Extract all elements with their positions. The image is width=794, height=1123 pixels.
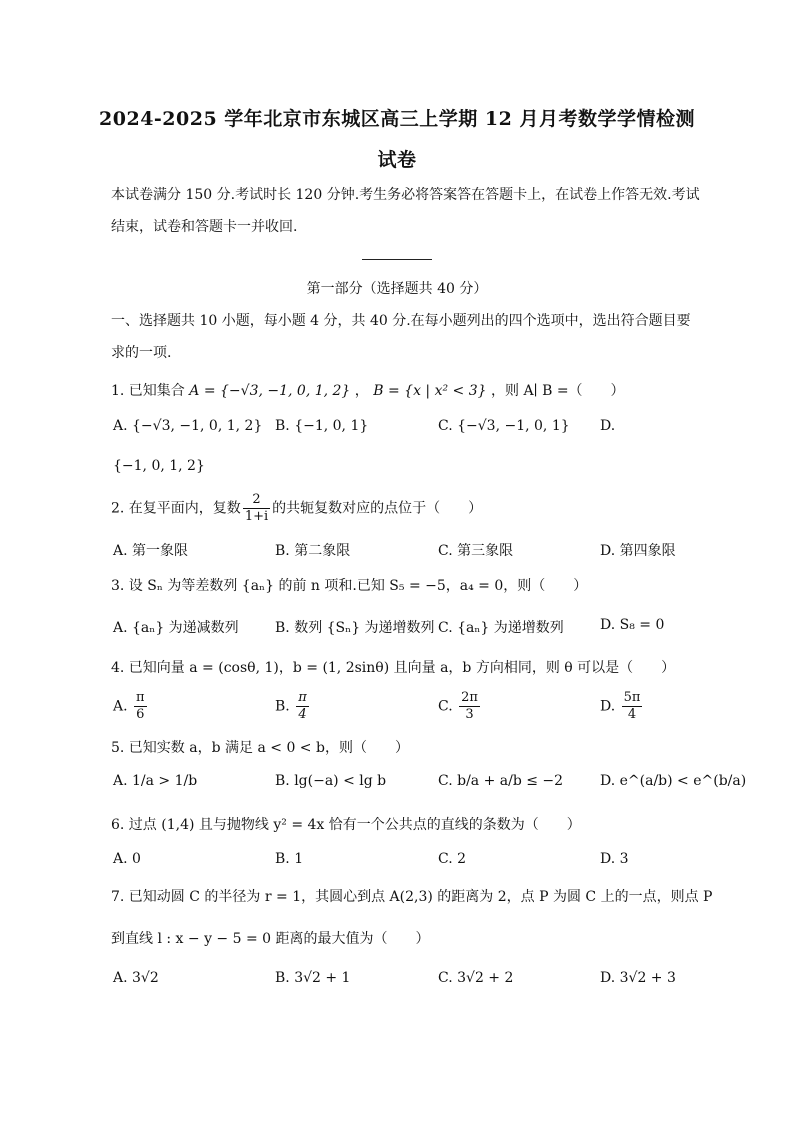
q4-option-d-label: D. (600, 698, 616, 715)
question-7-stem: 7. 已知动圆 C 的半径为 r = 1，其圆心到点 A(2,3) 的距离为 2，点 P 为圆 C 上的一点，则点 P (111, 889, 713, 905)
q4-option-d-fraction (622, 690, 643, 723)
q1-set-b: B = {x | x² < 3} (373, 383, 487, 399)
q4-option-a-label: A. (113, 698, 128, 715)
q7-option-a: A. 3√2 (113, 970, 159, 986)
q5-option-d: D. e^(a/b) < e^(b/a) (600, 773, 747, 789)
q2-fraction (243, 492, 270, 525)
q4-b-den: 4 (298, 707, 307, 722)
section-instructions-continued: 求的一项. (111, 345, 172, 361)
q7-option-b: B. 3√2 + 1 (275, 970, 351, 986)
question-5-stem: 5. 已知实数 a，b 满足 a < 0 < b，则（ ） (111, 740, 409, 756)
q4-c-num: 2π (461, 690, 478, 705)
q4-c-den: 3 (465, 707, 474, 722)
q2-option-d: D. 第四象限 (600, 543, 676, 559)
q3-option-c: C. {aₙ} 为递增数列 (438, 620, 564, 636)
q5-option-c: C. b/a + a/b ≤ −2 (438, 773, 564, 789)
q1-set-a: A = {−√3, −1, 0, 1, 2} (189, 383, 351, 399)
q4-option-b-fraction (296, 690, 309, 723)
q1-option-a: A. {−√3, −1, 0, 1, 2} (113, 418, 263, 434)
intro-text-continued: 结束，试卷和答题卡一并收回. (111, 219, 298, 235)
q4-b-num: π (298, 690, 307, 705)
q6-option-d: D. 3 (600, 851, 629, 867)
q1-option-b: B. {−1, 0, 1} (275, 418, 369, 434)
q4-option-d (600, 690, 644, 723)
q1-stem-a: 1. 已知集合 (111, 383, 185, 399)
question-7-stem-continued: 到直线 l : x − y − 5 = 0 距离的最大值为（ ） (111, 931, 430, 947)
question-6-stem: 6. 过点 (1,4) 且与抛物线 y² = 4x 恰有一个公共点的直线的条数为（ ） (111, 817, 581, 833)
q1-stem-b: ，则 A∣ B =（ ） (491, 383, 625, 399)
page-title: 2024-2025 学年北京市东城区高三上学期 12 月月考数学学情检测 (99, 108, 695, 130)
q3-option-d: D. S₈ = 0 (600, 617, 665, 633)
q1-sep: ， (354, 383, 369, 399)
q6-option-a: A. 0 (113, 851, 141, 867)
q4-a-num: π (136, 690, 145, 705)
q4-option-b (275, 690, 311, 723)
q6-option-c: C. 2 (438, 851, 467, 867)
question-3-stem: 3. 设 Sₙ 为等差数列 {aₙ} 的前 n 项和.已知 S₅ = −5，a₄ = 0，则（ ） (111, 578, 588, 594)
q4-a-den: 6 (136, 707, 145, 722)
q2-option-a: A. 第一象限 (113, 543, 189, 559)
q2-fraction-denominator: 1+i (244, 509, 269, 524)
q4-option-a-fraction (134, 690, 147, 723)
q7-option-d: D. 3√2 + 3 (600, 970, 676, 986)
q6-option-b: B. 1 (275, 851, 304, 867)
question-2-stem (111, 492, 683, 525)
divider (362, 259, 432, 260)
q7-option-c: C. 3√2 + 2 (438, 970, 514, 986)
page-title-continued: 试卷 (377, 149, 417, 171)
section-instructions: 一、选择题共 10 小题，每小题 4 分，共 40 分.在每小题列出的四个选项中，选出符合题目要 (111, 313, 691, 329)
q1-option-d: D. (600, 418, 616, 434)
question-4-stem: 4. 已知向量 a = (cosθ, 1)，b = (1, 2sinθ) 且向量 a，b 方向相同，则 θ 可以是（ ） (111, 660, 676, 676)
q5-option-a: A. 1/a > 1/b (113, 773, 198, 789)
q4-d-num: 5π (623, 690, 641, 705)
q4-option-c-label: C. (438, 698, 453, 715)
q5-option-b: B. lg(−a) < lg b (275, 773, 387, 789)
q2-fraction-numerator: 2 (243, 492, 270, 509)
q4-option-b-label: B. (275, 698, 290, 715)
intro-text: 本试卷满分 150 分.考试时长 120 分钟.考生务必将答案答在答题卡上，在试卷上作答无效.考试 (111, 187, 700, 203)
q2-stem-a: 2. 在复平面内，复数 (111, 500, 241, 517)
q1-option-d-continued: {−1, 0, 1, 2} (113, 458, 205, 474)
q2-option-c: C. 第三象限 (438, 543, 514, 559)
q3-option-a: A. {aₙ} 为递减数列 (113, 620, 239, 636)
q1-option-c: C. {−√3, −1, 0, 1} (438, 418, 570, 434)
question-1-stem (111, 380, 683, 400)
part-heading: 第一部分（选择题共 40 分） (306, 281, 488, 297)
q2-stem-b: 的共轭复数对应的点位于（ ） (272, 500, 483, 517)
q4-d-den: 4 (627, 707, 637, 722)
q2-option-b: B. 第二象限 (275, 543, 351, 559)
q4-option-c-fraction (459, 690, 480, 723)
q3-option-b: B. 数列 {Sₙ} 为递增数列 (275, 620, 435, 636)
q4-option-a (113, 690, 149, 723)
q4-option-c (438, 690, 482, 723)
